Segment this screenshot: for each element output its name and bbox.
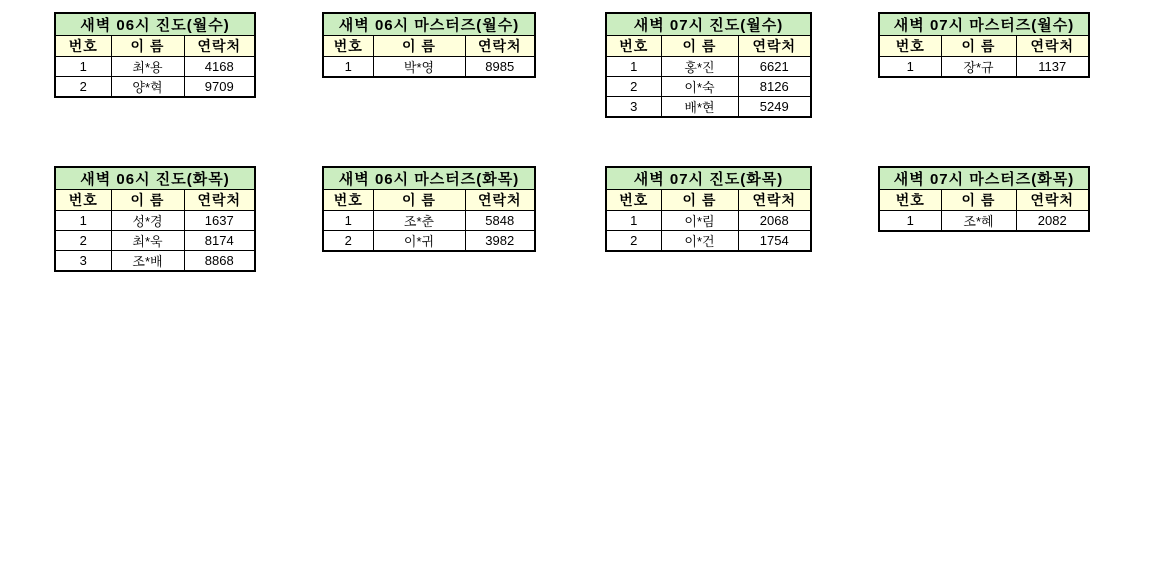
title-row	[55, 167, 255, 190]
title-row	[879, 13, 1089, 36]
cell-number: 2	[55, 77, 111, 98]
column-header-number: 번호	[55, 36, 111, 57]
table-row	[55, 211, 255, 231]
column-header-contact: 연락처	[184, 36, 255, 57]
table-row	[879, 211, 1089, 232]
header-row	[606, 36, 811, 57]
table-row	[55, 77, 255, 98]
roster-table-0700-jindo-monwed	[605, 12, 812, 118]
table-row	[323, 211, 535, 231]
table-title: 새벽 06시 진도(화목)	[55, 167, 255, 190]
cell-contact: 2082	[1016, 211, 1089, 232]
header-row	[879, 36, 1089, 57]
table-row	[879, 57, 1089, 78]
column-header-name: 이 름	[661, 190, 738, 211]
cell-name: 조*춘	[373, 211, 465, 231]
roster-table-0600-masters-monwed	[322, 12, 536, 78]
column-header-number: 번호	[323, 36, 373, 57]
table-row	[55, 231, 255, 251]
column-header-name: 이 름	[111, 190, 184, 211]
table-title: 새벽 06시 마스터즈(화목)	[323, 167, 535, 190]
column-header-name: 이 름	[661, 36, 738, 57]
column-header-contact: 연락처	[465, 36, 535, 57]
column-header-contact: 연락처	[738, 36, 811, 57]
cell-contact: 5848	[465, 211, 535, 231]
table-row	[606, 97, 811, 118]
column-header-number: 번호	[879, 190, 941, 211]
column-header-contact: 연락처	[1016, 190, 1089, 211]
roster-table-0600-masters-tuethu	[322, 166, 536, 252]
column-header-number: 번호	[879, 36, 941, 57]
cell-number: 3	[606, 97, 661, 118]
cell-number: 1	[323, 57, 373, 78]
header-row	[323, 190, 535, 211]
title-row	[879, 167, 1089, 190]
column-header-name: 이 름	[941, 36, 1016, 57]
cell-name: 이*림	[661, 211, 738, 231]
cell-name: 이*건	[661, 231, 738, 252]
cell-contact: 2068	[738, 211, 811, 231]
title-row	[323, 13, 535, 36]
cell-contact: 8174	[184, 231, 255, 251]
column-header-name: 이 름	[111, 36, 184, 57]
column-header-contact: 연락처	[738, 190, 811, 211]
roster-table-0700-masters-monwed	[878, 12, 1090, 78]
header-row	[323, 36, 535, 57]
cell-name: 배*현	[661, 97, 738, 118]
roster-table-0700-masters-tuethu	[878, 166, 1090, 232]
cell-name: 이*숙	[661, 77, 738, 97]
cell-contact: 1637	[184, 211, 255, 231]
column-header-number: 번호	[606, 190, 661, 211]
cell-contact: 4168	[184, 57, 255, 77]
cell-contact: 8985	[465, 57, 535, 78]
table-row	[55, 251, 255, 272]
header-row	[55, 36, 255, 57]
cell-number: 1	[606, 57, 661, 77]
column-header-contact: 연락처	[465, 190, 535, 211]
title-row	[606, 167, 811, 190]
table-title: 새벽 06시 마스터즈(월수)	[323, 13, 535, 36]
cell-contact: 5249	[738, 97, 811, 118]
cell-contact: 6621	[738, 57, 811, 77]
table-row	[606, 231, 811, 252]
column-header-name: 이 름	[373, 190, 465, 211]
roster-table-0600-jindo-tuethu	[54, 166, 256, 272]
cell-contact: 1137	[1016, 57, 1089, 78]
cell-number: 1	[323, 211, 373, 231]
cell-contact: 1754	[738, 231, 811, 252]
column-header-name: 이 름	[941, 190, 1016, 211]
column-header-number: 번호	[323, 190, 373, 211]
cell-number: 1	[606, 211, 661, 231]
table-title: 새벽 07시 진도(월수)	[606, 13, 811, 36]
cell-name: 조*혜	[941, 211, 1016, 232]
table-row	[323, 231, 535, 252]
cell-name: 박*영	[373, 57, 465, 78]
title-row	[55, 13, 255, 36]
header-row	[879, 190, 1089, 211]
cell-number: 1	[879, 57, 941, 78]
cell-number: 1	[55, 211, 111, 231]
table-title: 새벽 07시 마스터즈(월수)	[879, 13, 1089, 36]
cell-number: 2	[323, 231, 373, 252]
cell-name: 성*경	[111, 211, 184, 231]
column-header-number: 번호	[606, 36, 661, 57]
column-header-contact: 연락처	[1016, 36, 1089, 57]
cell-name: 최*욱	[111, 231, 184, 251]
table-title: 새벽 06시 진도(월수)	[55, 13, 255, 36]
table-title: 새벽 07시 진도(화목)	[606, 167, 811, 190]
column-header-number: 번호	[55, 190, 111, 211]
header-row	[55, 190, 255, 211]
cell-contact: 3982	[465, 231, 535, 252]
table-row	[606, 77, 811, 97]
column-header-contact: 연락처	[184, 190, 255, 211]
roster-table-0700-jindo-tuethu	[605, 166, 812, 252]
cell-number: 2	[606, 77, 661, 97]
cell-name: 장*규	[941, 57, 1016, 78]
cell-name: 최*용	[111, 57, 184, 77]
roster-table-0600-jindo-monwed	[54, 12, 256, 98]
cell-name: 홍*진	[661, 57, 738, 77]
cell-number: 1	[879, 211, 941, 232]
table-row	[55, 57, 255, 77]
cell-number: 3	[55, 251, 111, 272]
cell-contact: 8126	[738, 77, 811, 97]
title-row	[606, 13, 811, 36]
table-row	[323, 57, 535, 78]
column-header-name: 이 름	[373, 36, 465, 57]
table-title: 새벽 07시 마스터즈(화목)	[879, 167, 1089, 190]
header-row	[606, 190, 811, 211]
cell-contact: 9709	[184, 77, 255, 98]
cell-name: 조*배	[111, 251, 184, 272]
cell-number: 2	[55, 231, 111, 251]
table-row	[606, 57, 811, 77]
cell-name: 이*귀	[373, 231, 465, 252]
cell-name: 양*혁	[111, 77, 184, 98]
cell-number: 1	[55, 57, 111, 77]
cell-number: 2	[606, 231, 661, 252]
table-row	[606, 211, 811, 231]
cell-contact: 8868	[184, 251, 255, 272]
title-row	[323, 167, 535, 190]
